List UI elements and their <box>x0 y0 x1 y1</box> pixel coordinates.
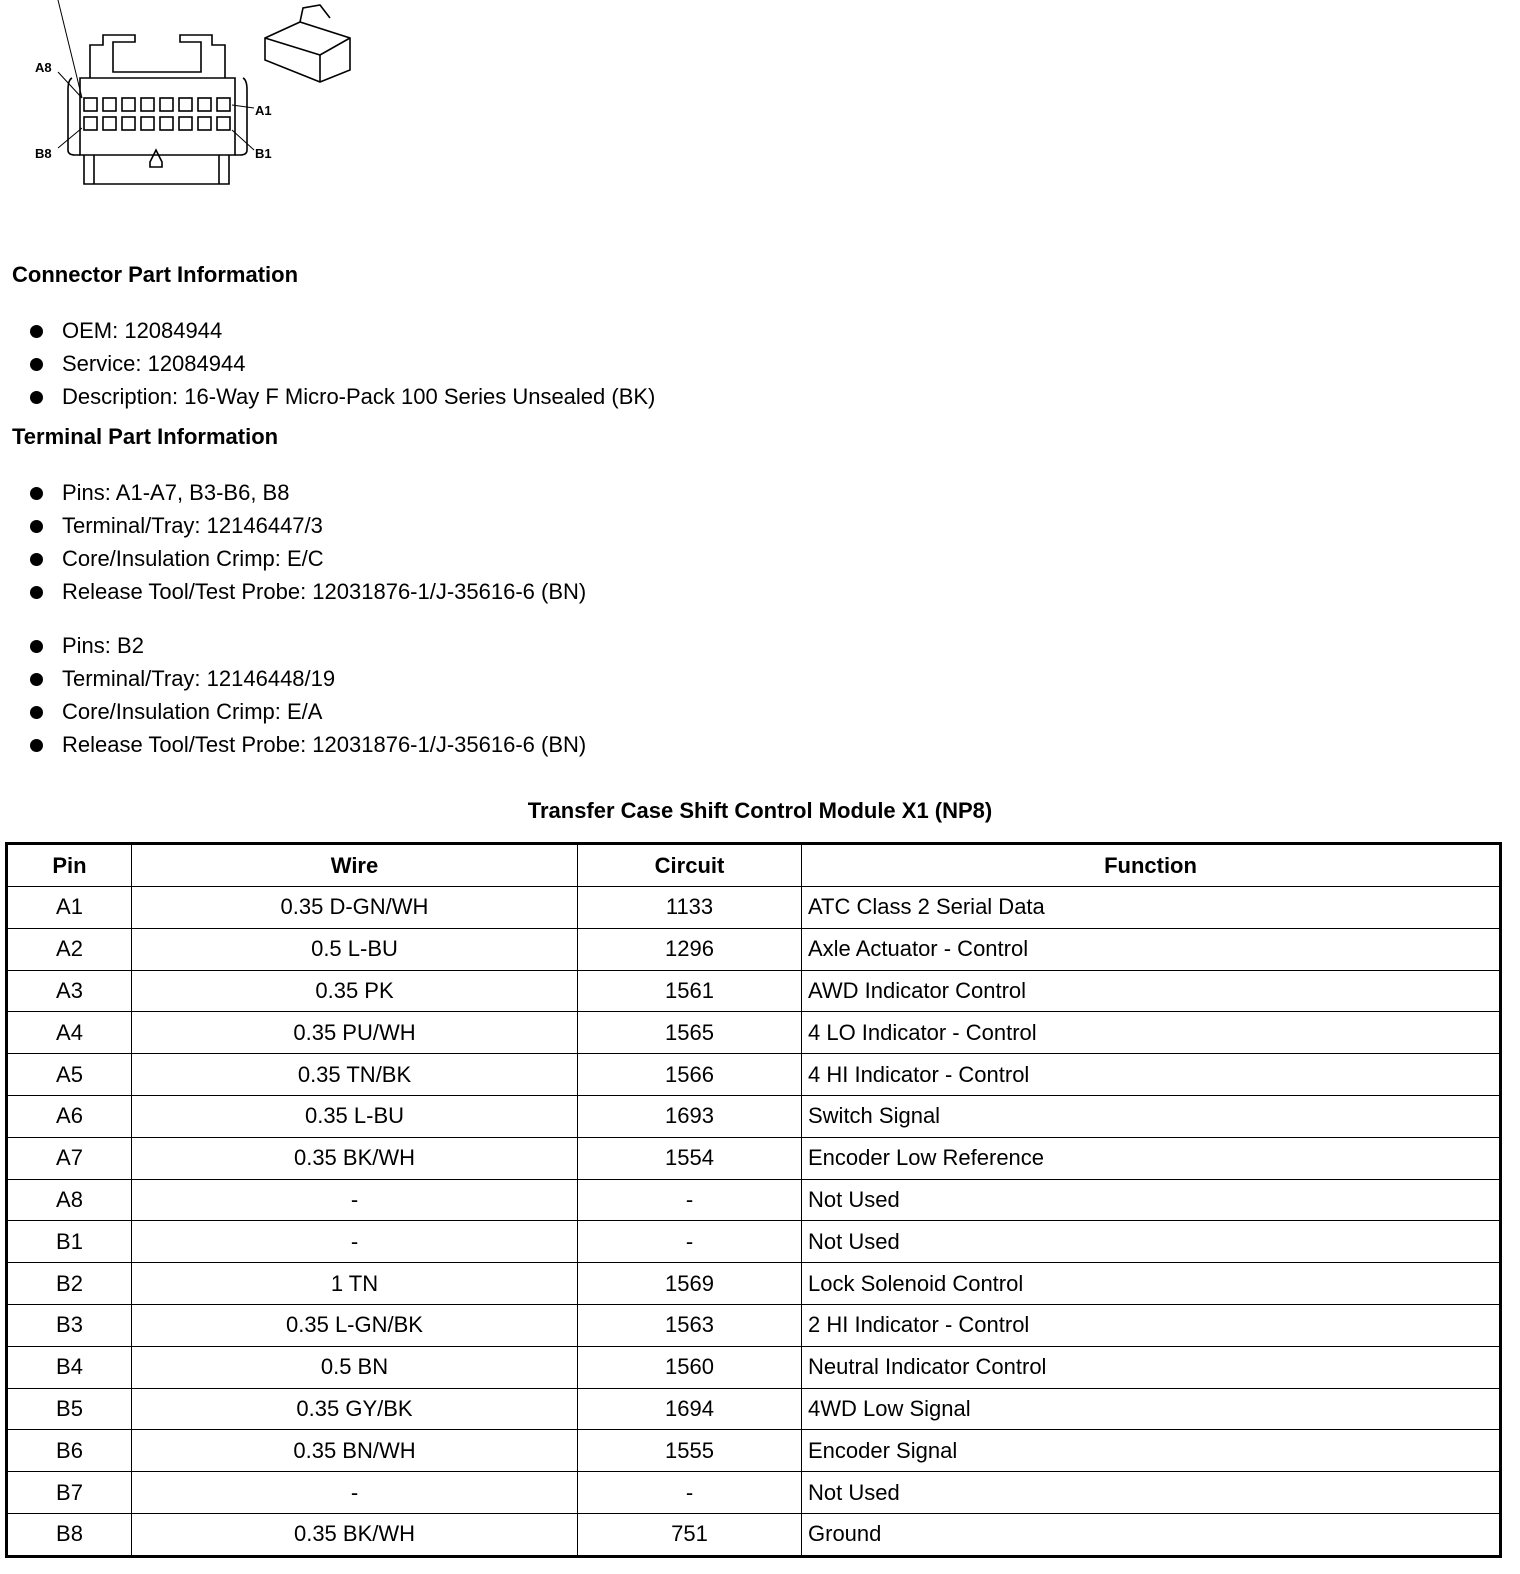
cell-circuit: 1563 <box>578 1304 802 1346</box>
cell-wire: - <box>132 1179 578 1221</box>
cell-pin: B4 <box>7 1346 132 1388</box>
pin-cavity <box>198 98 211 111</box>
cell-wire: 0.35 TN/BK <box>132 1054 578 1096</box>
cell-function: 4WD Low Signal <box>802 1388 1501 1430</box>
cell-wire: 0.35 PU/WH <box>132 1012 578 1054</box>
table-row <box>7 1513 1501 1556</box>
pin-cavity <box>141 117 154 130</box>
table-row <box>7 1221 1501 1263</box>
cell-function: Encoder Low Reference <box>802 1137 1501 1179</box>
cell-pin: A7 <box>7 1137 132 1179</box>
cell-wire: 0.5 BN <box>132 1346 578 1388</box>
cell-function: AWD Indicator Control <box>802 970 1501 1012</box>
cell-pin: B5 <box>7 1388 132 1430</box>
cell-circuit: 1296 <box>578 928 802 970</box>
cell-circuit: 1694 <box>578 1388 802 1430</box>
connector-diagram <box>0 0 370 200</box>
list-item: Pins: A1-A7, B3-B6, B8 <box>28 476 586 509</box>
pin-cavity <box>84 117 97 130</box>
cell-pin: A3 <box>7 970 132 1012</box>
cell-pin: A1 <box>7 887 132 929</box>
cell-pin: B1 <box>7 1221 132 1263</box>
terminal-list-1 <box>28 476 586 608</box>
cell-circuit: - <box>578 1179 802 1221</box>
cell-pin: B7 <box>7 1472 132 1514</box>
cell-wire: 1 TN <box>132 1263 578 1305</box>
pin-cavity <box>179 117 192 130</box>
table-row <box>7 1346 1501 1388</box>
table-row <box>7 1137 1501 1179</box>
table-row <box>7 1179 1501 1221</box>
pin-cavity <box>217 98 230 111</box>
header-wire: Wire <box>132 844 578 887</box>
table-row <box>7 1054 1501 1096</box>
cell-circuit: 1693 <box>578 1095 802 1137</box>
label-a8: A8 <box>35 60 52 75</box>
cell-circuit: 1555 <box>578 1430 802 1472</box>
cell-circuit: - <box>578 1472 802 1514</box>
cell-wire: - <box>132 1221 578 1263</box>
cell-pin: A4 <box>7 1012 132 1054</box>
list-item: Core/Insulation Crimp: E/A <box>28 695 586 728</box>
cell-wire: 0.35 D-GN/WH <box>132 887 578 929</box>
table-row <box>7 1388 1501 1430</box>
cell-circuit: 1133 <box>578 887 802 929</box>
cell-wire: - <box>132 1472 578 1514</box>
cell-circuit: 751 <box>578 1513 802 1556</box>
list-item: Terminal/Tray: 12146448/19 <box>28 662 586 695</box>
cell-function: Neutral Indicator Control <box>802 1346 1501 1388</box>
terminal-heading: Terminal Part Information <box>12 424 279 449</box>
list-item: Service: 12084944 <box>28 347 655 380</box>
cell-pin: B8 <box>7 1513 132 1556</box>
cell-function: 4 LO Indicator - Control <box>802 1012 1501 1054</box>
label-a1: A1 <box>255 103 272 118</box>
cell-pin: A2 <box>7 928 132 970</box>
pin-cavity <box>160 98 173 111</box>
table-row <box>7 1095 1501 1137</box>
cell-wire: 0.35 BK/WH <box>132 1513 578 1556</box>
list-item: Description: 16-Way F Micro-Pack 100 Series Unsealed (BK) <box>28 380 655 413</box>
pin-cavity <box>179 98 192 111</box>
table-row <box>7 1430 1501 1472</box>
pin-cavity <box>122 98 135 111</box>
cell-wire: 0.35 GY/BK <box>132 1388 578 1430</box>
cell-circuit: - <box>578 1221 802 1263</box>
pin-cavity <box>103 98 116 111</box>
pin-cavity <box>198 117 211 130</box>
cell-function: Switch Signal <box>802 1095 1501 1137</box>
pin-cavity <box>122 117 135 130</box>
cell-wire: 0.5 L-BU <box>132 928 578 970</box>
pin-cavity <box>84 98 97 111</box>
cell-circuit: 1566 <box>578 1054 802 1096</box>
list-item: Pins: B2 <box>28 629 586 662</box>
label-b8: B8 <box>35 146 52 161</box>
cell-function: Not Used <box>802 1472 1501 1514</box>
table-header-row <box>7 844 1501 887</box>
header-pin: Pin <box>7 844 132 887</box>
cell-circuit: 1565 <box>578 1012 802 1054</box>
table-row <box>7 1472 1501 1514</box>
cell-function: 4 HI Indicator - Control <box>802 1054 1501 1096</box>
table-title: Transfer Case Shift Control Module X1 (NP8) <box>527 798 993 823</box>
header-circuit: Circuit <box>578 844 802 887</box>
cell-wire: 0.35 PK <box>132 970 578 1012</box>
cell-function: Ground <box>802 1513 1501 1556</box>
cell-pin: A6 <box>7 1095 132 1137</box>
cell-function: Not Used <box>802 1179 1501 1221</box>
cell-function: Not Used <box>802 1221 1501 1263</box>
connector-list <box>28 314 655 413</box>
pin-cavity <box>160 117 173 130</box>
cell-function: Axle Actuator - Control <box>802 928 1501 970</box>
cell-wire: 0.35 L-BU <box>132 1095 578 1137</box>
cell-function: Encoder Signal <box>802 1430 1501 1472</box>
list-item: Release Tool/Test Probe: 12031876-1/J-35616-6 (BN) <box>28 575 586 608</box>
table-row <box>7 887 1501 929</box>
cell-wire: 0.35 BK/WH <box>132 1137 578 1179</box>
cell-pin: B2 <box>7 1263 132 1305</box>
pin-cavities <box>84 98 230 130</box>
header-function: Function <box>802 844 1501 887</box>
table-row <box>7 1012 1501 1054</box>
terminal-list-2 <box>28 629 586 761</box>
cell-wire: 0.35 L-GN/BK <box>132 1304 578 1346</box>
label-b1: B1 <box>255 146 272 161</box>
cell-pin: B3 <box>7 1304 132 1346</box>
cell-function: 2 HI Indicator - Control <box>802 1304 1501 1346</box>
pin-cavity <box>103 117 116 130</box>
list-item: Release Tool/Test Probe: 12031876-1/J-35616-6 (BN) <box>28 728 586 761</box>
cell-wire: 0.35 BN/WH <box>132 1430 578 1472</box>
list-item: OEM: 12084944 <box>28 314 655 347</box>
cell-function: Lock Solenoid Control <box>802 1263 1501 1305</box>
cell-pin: A5 <box>7 1054 132 1096</box>
pin-cavity <box>217 117 230 130</box>
cell-circuit: 1554 <box>578 1137 802 1179</box>
table-row <box>7 970 1501 1012</box>
cell-circuit: 1560 <box>578 1346 802 1388</box>
list-item: Terminal/Tray: 12146447/3 <box>28 509 586 542</box>
cell-circuit: 1561 <box>578 970 802 1012</box>
pinout-table <box>5 842 1502 1558</box>
table-row <box>7 1304 1501 1346</box>
cell-circuit: 1569 <box>578 1263 802 1305</box>
table-row <box>7 928 1501 970</box>
cell-pin: B6 <box>7 1430 132 1472</box>
table-row <box>7 1263 1501 1305</box>
cell-function: ATC Class 2 Serial Data <box>802 887 1501 929</box>
cell-pin: A8 <box>7 1179 132 1221</box>
pin-cavity <box>141 98 154 111</box>
connector-heading: Connector Part Information <box>12 262 299 287</box>
list-item: Core/Insulation Crimp: E/C <box>28 542 586 575</box>
